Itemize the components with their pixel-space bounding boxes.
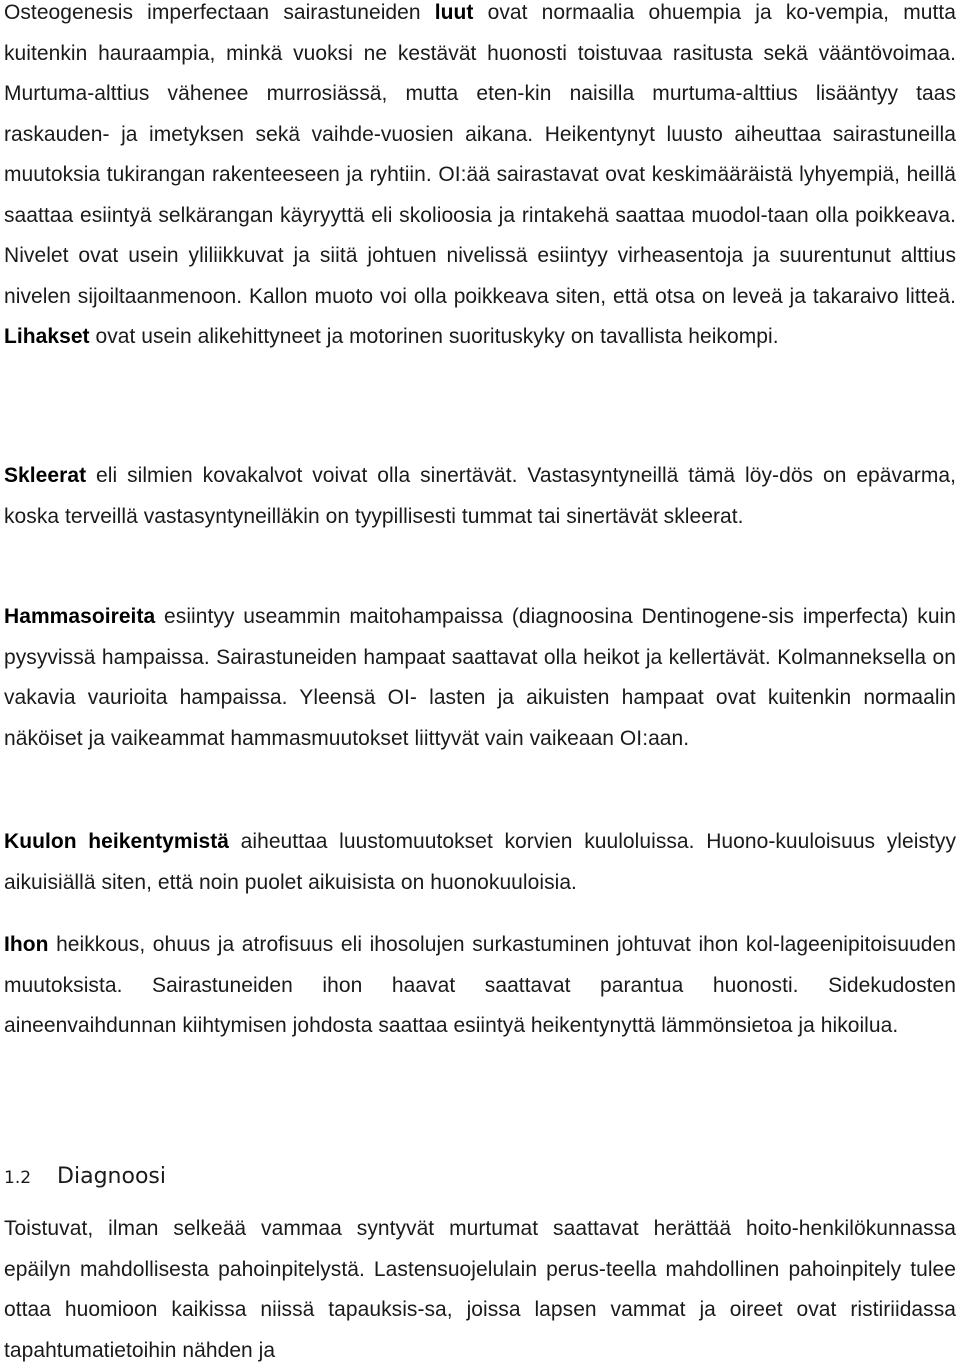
text-segment: eli silmien kovakalvot voivat olla sinertävät. Vastasyntyneillä tämä löy-dös on epävarma, koska terveillä vastasyntyneilläkin on tyypillisesti tummat tai sinertävät skleerat. (4, 464, 956, 528)
bold-term-kuulon-heikentymista: Kuulon heikentymistä (4, 830, 229, 853)
section-number: 1.2 (4, 1168, 32, 1188)
text-segment: heikkous, ohuus ja atrofisuus eli ihosolujen surkastuminen johtuvat ihon kol-lageenipitoisuuden muutoksista. Sairastuneiden ihon haavat saattavat parantua huonosti. Sidekudosten aineenvaihdunnan kiihtymisen johdosta saattaa esiintyä heikentynyttä lämmönsietoa ja hikoilua. (4, 933, 956, 1037)
bold-term-luut: luut (434, 1, 474, 24)
text-segment: Osteogenesis imperfectaan sairastuneiden (4, 1, 435, 24)
paragraph-diagnosis (4, 1209, 956, 1367)
paragraph-bones (4, 0, 956, 358)
text-segment: Toistuvat, ilman selkeää vammaa syntyvät murtumat saattavat herättää hoito-henkilökunnassa epäilyn mahdollisesta pahoinpitelystä. Lastensuojelulain perus-teella mahdollinen pahoinpitely tulee ottaa huomioon kaikissa niissä tapauksis-sa, joissa lapsen vammat ja oireet ovat ristiriidassa tapahtumatietoihin nähden ja (4, 1217, 956, 1362)
text-segment: aiheuttaa luustomuutokset korvien kuuloluissa. Huono-kuuloisuus yleistyy aikuisiällä siten, että noin puolet aikuisista on huonokuuloisia. (4, 830, 956, 894)
paragraph-skin (4, 925, 956, 1047)
text-segment: esiintyy useammin maitohampaissa (diagnoosina Dentinogene-sis imperfecta) kuin pysyvissä hampaissa. Sairastuneiden hampaat saattavat olla heikot ja kellertävät. Kolmanneksella on vakavia vaurioita hampaissa. Yleensä OI- lasten ja aikuisten hampaat ovat kuitenkin normaalin näköiset ja vaikeammat hammasmuutokset liittyvät vain vaikeaan OI:aan. (4, 605, 956, 750)
paragraph-teeth (4, 597, 956, 759)
section-title: Diagnoosi (57, 1164, 166, 1189)
bold-term-skleerat: Skleerat (4, 464, 87, 487)
bold-term-lihakset: Lihakset (4, 325, 90, 348)
bold-term-hammasoireita: Hammasoireita (4, 605, 156, 628)
text-segment: ovat normaalia ohuempia ja ko-vempia, mutta kuitenkin hauraampia, minkä vuoksi ne kestävät huonosti toistuvaa rasitusta sekä vääntövoimaa. Murtuma-alttius vähenee murrosiässä, mutta eten-kin naisilla murtuma-alttius lisääntyy taas raskauden- ja imetyksen sekä vaihde-vuosien aikana. Heikentynyt luusto aiheuttaa sairastuneilla muutoksia tukirangan rakenteeseen ja ryhtiin. OI:ää sairastavat ovat keskimääräistä lyhyempiä, heillä saattaa esiintyä selkärangan käyryyttä eli skolioosia ja rintakehä saattaa muodol-taan olla poikkeava. Nivelet ovat usein yliliikkuvat ja siitä johtuen nivelissä esiintyy virheasentoja ja suurentunut alttius nivelen sijoiltaanmenoon. Kallon muoto voi olla poikkeava siten, että otsa on leveä ja takaraivo litteä. (4, 1, 956, 308)
section-heading (4, 1155, 166, 1198)
paragraph-sclera (4, 456, 956, 537)
bold-term-ihon: Ihon (4, 933, 49, 956)
paragraph-hearing (4, 822, 956, 903)
text-segment: ovat usein alikehittyneet ja motorinen suorituskyky on tavallista heikompi. (89, 325, 779, 348)
